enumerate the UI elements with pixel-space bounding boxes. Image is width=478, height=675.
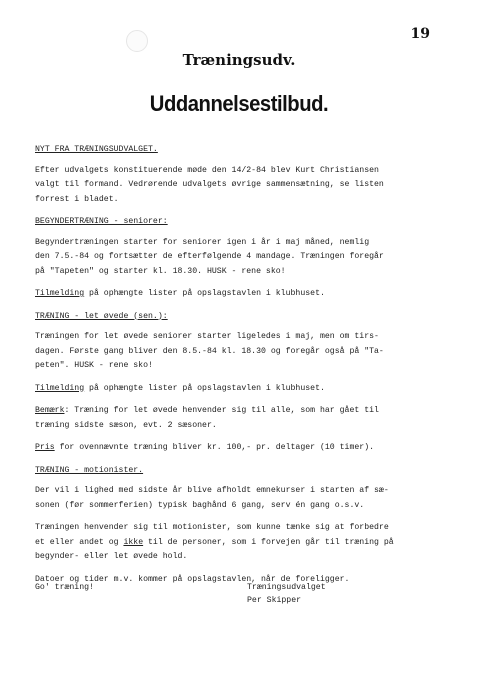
beginners-signup-text: på ophængte lister på opslagstavlen i klubhuset.: [84, 289, 325, 298]
light-signup: [35, 382, 445, 397]
exercise-text-2b: til de personer, som i forvejen går til træning på begynder- eller let øvede hold.: [35, 537, 394, 561]
exercise-text-1: Der vil i lighed med sidste år blive afholdt emnekurser i starten af sæ- sonen (før sommerferien) typisk baghånd 6 gang, serv én gang o.s.v.: [35, 486, 389, 510]
signoff-sender: Træningsudvalget Per Skipper: [247, 583, 326, 605]
exercise-text-2a: Træningen henvender sig til motionister, som kunne tænke sig at forbedre et eller andet og: [35, 523, 389, 547]
main-title: Uddannelsestilbud.: [149, 91, 329, 116]
intro-text: Efter udvalgets konstituerende møde den 14/2-84 blev Kurt Christiansen valgt til formand. Vedrørende udvalgets øvrige sammensætning, se listen forrest i bladet.: [35, 165, 384, 204]
intro-heading: NYT FRA TRÆNINGSUDVALGET.: [35, 145, 158, 154]
signoff-greeting: Go' træning!: [35, 583, 94, 592]
section-heading: Træningsudv.: [182, 51, 296, 69]
exercise-text-2-emphasis: ikke: [123, 537, 144, 547]
light-note: [35, 404, 445, 433]
beginners-heading: BEGYNDERTRÆNING - seniorer:: [35, 217, 168, 226]
exercise-text-3: Datoer og tider m.v. kommer på opslagstavlen, når de foreligger.: [35, 574, 350, 584]
letter-body: [35, 143, 445, 595]
punch-hole-mark: [126, 30, 148, 52]
beginners-text: Begyndertræningen starter for seniorer igen i år i maj måned, nemlig den 7.5.-84 og fortsætter de efterfølgende 4 mandage. Træningen foregår på "Tapeten" og starter kl. 18.30. HUSK - rene sko!: [35, 237, 384, 276]
light-note-label: Bemærk: [35, 406, 65, 415]
beginners-signup-label: Tilmelding: [35, 289, 85, 298]
light-note-text: : Træning for let øvede henvender sig til alle, som har gået til træning sidste sæson, evt. 2 sæsoner.: [35, 406, 379, 430]
light-text: Træningen for let øvede seniorer starter ligeledes i maj, men om tirs- dagen. Første gang bliver den 8.5.-84 kl. 18.30 og foregår også på "Ta- peten". HUSK - rene sko!: [35, 332, 384, 370]
light-price-text: for ovennævnte træning bliver kr. 100,- pr. deltager (10 timer).: [54, 443, 375, 452]
exercise-heading: TRÆNING - motionister.: [35, 465, 144, 475]
light-signup-label: Tilmelding: [35, 383, 85, 393]
light-signup-text: på ophængte lister på opslagstavlen i klubhuset.: [84, 383, 325, 393]
beginners-signup: [35, 287, 445, 302]
page-number: 19: [410, 26, 430, 42]
light-heading: TRÆNING - let øvede (sen.):: [35, 311, 168, 321]
light-price-label: Pris: [35, 443, 55, 452]
light-price: [35, 441, 445, 456]
exercise-text-2: [35, 521, 445, 565]
